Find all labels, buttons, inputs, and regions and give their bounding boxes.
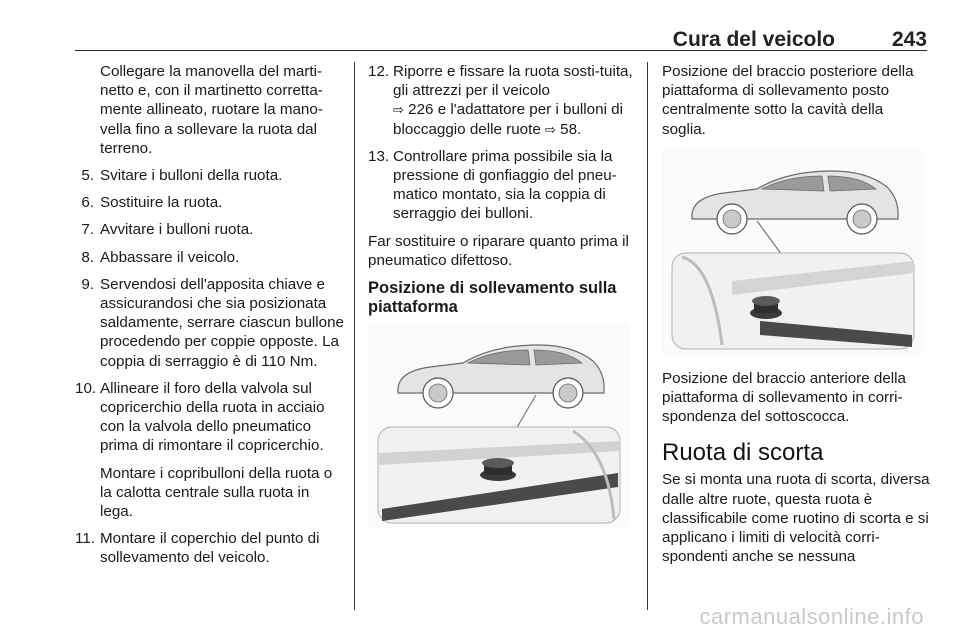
step-item: 8. Abbassare il veicolo. [81, 248, 240, 266]
rear-arm-caption: Posizione del braccio posteriore della piattaforma di sollevamento posto centralmente sotto la cavità della soglia. [662, 63, 914, 138]
page-reference-icon[interactable]: ⇨ [393, 102, 404, 118]
spare-wheel-intro: Se si monta una ruota di scorta, diversa dalle altre ruote, questa ruota è classificabile come ruotino di scorta e si applicano i limiti di velocità corri-spondenti anche se nessuna [662, 471, 930, 566]
page-number: 243 [891, 28, 927, 51]
step-list [75, 166, 345, 568]
front-lift-illustration [662, 149, 924, 355]
column-2 [368, 62, 636, 529]
step-item: 10. Allineare il foro della valvola sul copricerchio della ruota in acciaio con la valvola dello pneumatico prima di rimontare il copricerchio. Montare i copribulloni della ruota o la calotta centrale sulla ruota in lega. [75, 379, 345, 521]
column-divider-1 [354, 62, 355, 610]
page-reference[interactable]: 226 [408, 101, 434, 119]
step-item: 11. Montare il coperchio del punto di sollevamento del veicolo. [75, 530, 320, 567]
page-header [75, 12, 927, 51]
tyre-note: Far sostituire o riparare quanto prima il pneumatico difettoso. [368, 232, 629, 269]
car-lift-rear-drawing [368, 323, 630, 529]
page-reference-icon[interactable]: ⇨ [545, 121, 556, 137]
step-item: 12. Riporre e fissare la ruota sosti-tuita, gli attrezzi per il veicolo ⇨ 226 e l'adattatore per i bulloni di bloccaggio delle ruote ⇨ 58. [368, 63, 633, 138]
column-3 [662, 62, 930, 566]
step-item: 6. Sostituire la ruota. [81, 194, 223, 212]
watermark: carmanualsonline.info [699, 604, 924, 629]
step-continuation: Collegare la manovella del marti-netto e, con il martinetto corretta-mente allineato, ruotare la mano-vella fino a sollevare la ruota dal terreno. [100, 63, 323, 157]
column-divider-2 [647, 62, 648, 610]
step-item: 13. Controllare prima possibile sia la pressione di gonfiaggio del pneu-matico montato, sia la coppia di serraggio dei bulloni. [368, 147, 617, 223]
section-title: Cura del veicolo [672, 28, 835, 51]
rear-lift-illustration [368, 323, 630, 529]
column-1 [75, 62, 345, 576]
spare-wheel-heading: Ruota di scorta [662, 439, 824, 467]
step-item: 5. Svitare i bulloni della ruota. [81, 167, 283, 185]
car-lift-front-drawing [662, 149, 924, 355]
step-sub-paragraph: Montare i copribulloni della ruota o la calotta centrale sulla ruota in lega. [100, 464, 333, 521]
front-arm-caption: Posizione del braccio anteriore della piattaforma di sollevamento in corri-spondenza del sottoscocca. [662, 369, 906, 426]
page-reference[interactable]: 58. [560, 120, 582, 138]
lift-position-heading: Posizione di sollevamento sulla piattaforma [368, 279, 617, 317]
step-item: 7. Avvitare i bulloni ruota. [81, 221, 254, 239]
step-list-continued [368, 62, 636, 224]
step-item: 9. Servendosi dell'apposita chiave e assicurandosi che sia posizionata saldamente, serrare ciascun bullone procedendo per coppie opposte. La coppia di serraggio è di 110 Nm. [81, 275, 344, 370]
